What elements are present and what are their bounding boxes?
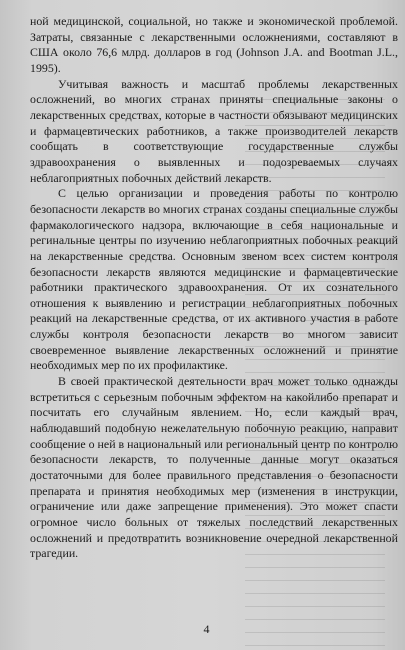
paragraph: Учитывая важность и масштаб проблемы лекарственных осложнений, во многих странах приняты специальные законы о лекарственных средствах, которые в частности обязывают медицинских и фармацевтических работников, а также производителей лекарств сообщать в соответствующие государственные службы здравоохранения о выявленных и подозреваемых случаях неблагоприятных побочных действий лекарств. [30,76,398,185]
paragraph: С целью организации и проведения работы по контролю безопасности лекарств во многих странах созданы специальные службы фармакологического надзора, включающие в себя национальные и регинальные центры по изучению неблагоприятных побочных реакций на лекарственные средства. Основным звеном всех систем контроля безопасности лекарств являются медицинские и фармацевтические работники практического здравоохранения. От их сознательного отношения к выявлению и регистрации неблагоприятных побочных реакций на лекарственные средства, от их активного участия в работе службы контроля безопасности лекарств во многом зависит своевременное выявление лекарственных осложнений и принятие необходимых мер по их профилактике. [30,186,398,373]
page-body [30,14,398,562]
page-number: 4 [203,622,210,636]
paragraph: В своей практической деятельности врач может только однажды встретиться с серьезным побочным эффектом на какойлибо препарат и посчитать его случайным явлением. Но, если каждый врач, наблюдавший подобную нежелательную побочную реакцию, направит сообщение о ней в национальный или региональный центр по контролю безопасности лекарств, то полученные данные могут оказаться достаточными для более правильного представления о безопасности препарата и принятия необходимых мер (изменения в инструкции, ограничение или даже запрещение применения). Это может спасти огромное число больных от тяжелых последствий лекарственных осложнений и предотвратить возникновение очередной лекарственной трагедии. [30,374,398,561]
paragraph-continuation: ной медицинской, социальной, но также и экономической проблемой. Затраты, связанные с лекарственными осложнениями, составляют в США около 76,6 млрд. долларов в год (Johnson J.A. and Bootman J.L., 1995). [30,14,398,75]
